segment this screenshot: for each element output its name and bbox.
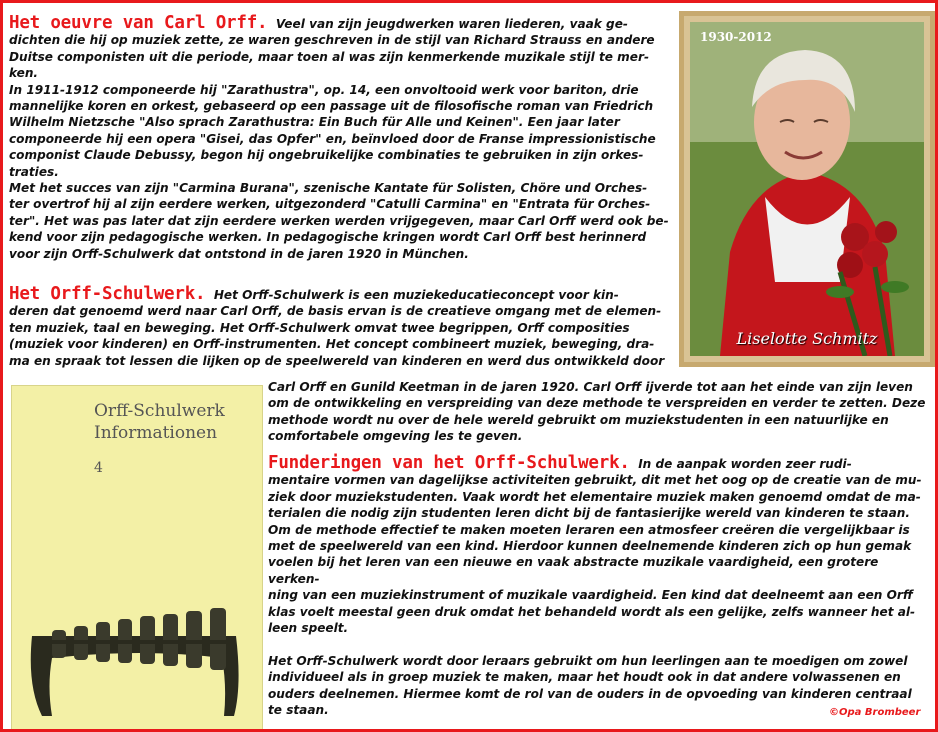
closing-paragraph: Het Orff-Schulwerk wordt door leraars gebruikt om hun leerlingen aan te moedigen om zowel individueel als in groep muziek te maken, maar het houdt ook in dat andere volwassenen en ouders deelnemen. Hiermee komt de rol van de ouders in de opvoeding van kinderen centraal te staan. xyxy=(268,654,912,718)
portrait-caption: Liselotte Schmitz xyxy=(736,329,878,348)
xylophone-illustration xyxy=(12,386,262,729)
section-funderingen: Funderingen van het Orff-Schulwerk. In de aanpak worden zeer rudi- mentaire vormen van dagelijkse activiteiten gebruikt, dit met het oog op de creatie van de mu- ziek door muziekstudenten. Vaak wordt het elementaire muziek maken genoemd omdat de ma- terialen die nodig zijn studenten leren dicht bij de fantasierijke wereld van kinderen te staan. Om de methode effectief te maken moeten leraren een atmosfeer creëren die vergelijkbaar is met de speelwereld van een kind. Hierdoor kunnen deelnemende kinderen zich op hun gemak voelen bij het leren van een nieuwe en vaak abstracte muzikale vaardigheid, een grotere verken- ning van een muziekinstrument of muzikale vaardigheid. Een kind dat deelneemt aan een Orff klas voelt meestal geen druk omdat het behandeld wordt als een gelijke, zelfs wanneer het al- leen speelt. xyxy=(268,453,922,636)
booklet-cover xyxy=(11,385,263,730)
heading-funderingen: Funderingen van het Orff-Schulwerk. xyxy=(268,453,630,473)
portrait-image xyxy=(690,22,924,356)
portrait-photo xyxy=(679,11,935,367)
credit-text: ©Opa Brombeer xyxy=(829,707,921,718)
booklet-title-line1: Orff-Schulwerk xyxy=(94,401,225,421)
section-schulwerk: Het Orff-Schulwerk. Het Orff-Schulwerk is een muziekeducatieconcept voor kin- deren dat genoemd werd naar Carl Orff, de basis ervan is de creatieve omgang met de elemen- ten muziek, taal en beweging. Het Orff-Schulwerk omvat twee begrippen, Orff composities (muziek voor kinderen) en Orff-instrumenten. Het concept combineert muziek, beweging, dra- ma en spraak tot lessen die lijken op de speelwereld van kinderen en werd dus ontwikkeld door xyxy=(9,284,665,368)
portrait-illustration xyxy=(690,22,924,356)
booklet-number: 4 xyxy=(94,460,103,476)
section-oeuvre: Het oeuvre van Carl Orff. Veel van zijn jeugdwerken waren liederen, vaak ge- dichten die hij op muziek zette, ze waren geschreven in de stijl van Richard Strauss en andere Duitse componisten uit die periode, maar toen al was zijn kenmerkende muzikale stijl te mer- ken. In 1911-1912 componeerde hij "Zarathustra", op. 14, een onvoltooid werk voor bariton, drie mannelijke koren en orkest, gebaseerd op een passage uit de filosofische roman van Friedrich Wilhelm Nietzsche "Also sprach Zarathustra: Ein Buch für Alle und Keinen". Een jaar later componeerde hij een opera "Gisei, das Opfer" en, beïnvloed door de Franse impressionistische componist Claude Debussy, begon hij ongebruikelijke combinaties te gebruiken in zijn orkes- traties. Met het succes van zijn "Carmina Burana", szenische Kantate für Solisten, Chöre und Orches- ter overtrof hij al zijn eerdere werken, uitgezonderd "Catulli Carmina" en "Entrata für Orches- ter". Het was pas later dat zijn eerdere werken werden vrijgegeven, maar Carl Orff werd ook be- kend voor zijn pedagogische werken. In pedagogische kringen wordt Carl Orff best herinnerd voor zijn Orff-Schulwerk dat ontstond in de jaren 1920 in München. xyxy=(9,13,669,261)
heading-schulwerk: Het Orff-Schulwerk. xyxy=(9,284,206,304)
portrait-years: 1930-2012 xyxy=(700,30,772,44)
heading-oeuvre: Het oeuvre van Carl Orff. xyxy=(9,13,268,33)
booklet-title-line2: Informationen xyxy=(94,423,218,443)
section-schulwerk-continued: Carl Orff en Gunild Keetman in de jaren 1920. Carl Orff ijverde tot aan het einde van zijn leven om de ontwikkeling en verspreiding van deze methode te verspreiden en verder te zetten. Deze methode wordt nu over de hele wereld gebruikt om muziekstudenten in een natuurlijke en comfortabele omgeving les te geven. xyxy=(268,380,926,444)
